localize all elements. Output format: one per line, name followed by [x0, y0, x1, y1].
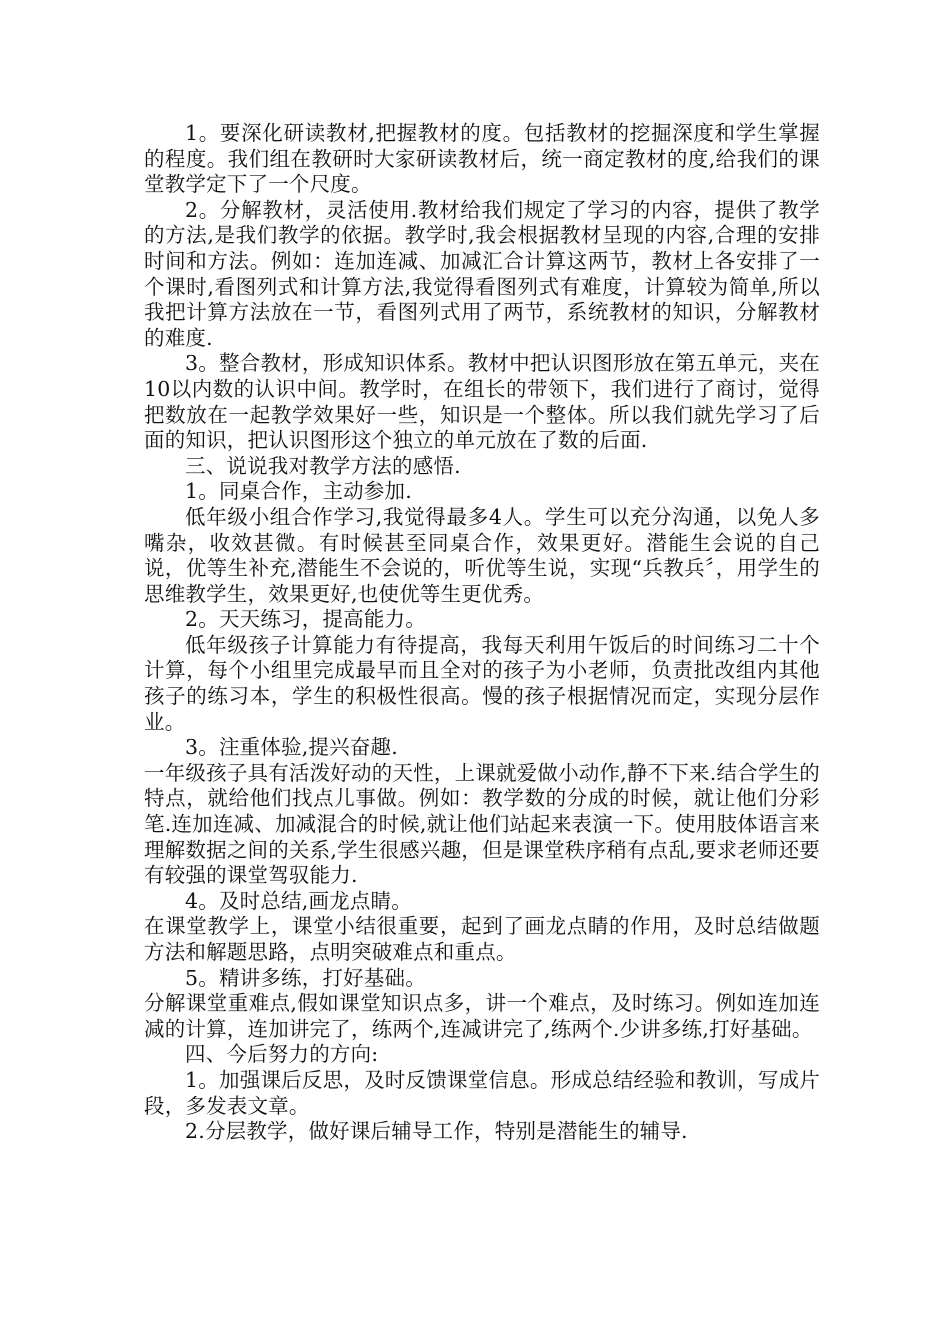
paragraph: 四、今后努力的方向:: [185, 1042, 379, 1067]
document-body: [144, 121, 820, 1145]
paragraph: 2。天天练习，提高能力。: [185, 607, 426, 632]
paragraph: 4。及时总结,画龙点睛。: [185, 888, 412, 913]
paragraph: 一年级孩子具有活泼好动的天性，上课就爱做小动作,静不下来.结合学生的特点，就给他们找点儿事做。例如：教学数的分成的时候，就让他们分彩笔.连加连减、加减混合的时候,就让他们站起来表演一下。使用肢体语言来理解数据之间的关系,学生很感兴趣，但是课堂秩序稍有点乱,要求老师还要有较强的课堂驾驭能力.: [144, 760, 820, 888]
paragraph: 5。精讲多练，打好基础。: [185, 965, 426, 990]
paragraph: 在课堂教学上，课堂小结很重要，起到了画龙点睛的作用，及时总结做题方法和解题思路，点明突破难点和重点。: [144, 914, 820, 964]
paragraph: 低年级孩子计算能力有待提高，我每天利用午饭后的时间练习二十个计算，每个小组里完成最早而且全对的孩子为小老师，负责批改组内其他孩子的练习本，学生的积极性很高。慢的孩子根据情况而定，实现分层作业。: [144, 632, 820, 734]
paragraph: 三、说说我对教学方法的感悟.: [185, 453, 461, 478]
paragraph: 2。分解教材，灵活使用.教材给我们规定了学习的内容，提供了教学的方法,是我们教学的依据。教学时,我会根据教材呈现的内容,合理的安排时间和方法。例如：连加连减、加减汇合计算这两节，教材上各安排了一个课时,看图列式和计算方法,我觉得看图列式有难度，计算较为简单,所以我把计算方法放在一节，看图列式用了两节，系统教材的知识，分解教材的难度.: [144, 197, 820, 350]
paragraph: 分解课堂重难点,假如课堂知识点多，讲一个难点，及时练习。例如连加连减的计算，连加讲完了，练两个,连减讲完了,练两个.少讲多练,打好基础。: [144, 991, 820, 1041]
paragraph: 3。整合教材，形成知识体系。教材中把认识图形放在第五单元，夹在10以内数的认识中间。教学时，在组长的带领下，我们进行了商讨，觉得把数放在一起教学效果好一些，知识是一个整体。所以我们就先学习了后面的知识，把认识图形这个独立的单元放在了数的后面.: [144, 351, 820, 453]
paragraph: 2.分层教学，做好课后辅导工作，特别是潜能生的辅导.: [185, 1119, 688, 1144]
paragraph: 低年级小组合作学习,我觉得最多4人。学生可以充分沟通，以免人多嘴杂，收效甚微。有时候甚至同桌合作，效果更好。潜能生会说的自己说，优等生补充,潜能生不会说的，听优等生说，实现“兵教兵〞，用学生的思维教学生，效果更好,也使优等生更优秀。: [144, 504, 820, 606]
paragraph: 1。要深化研读教材,把握教材的度。包括教材的挖掘深度和学生掌握的程度。我们组在教研时大家研读教材后，统一商定教材的度,给我们的课堂教学定下了一个尺度。: [144, 121, 820, 197]
paragraph: 3。注重体验,提兴奋趣.: [185, 735, 398, 760]
paragraph: 1。同桌合作，主动参加.: [185, 479, 412, 504]
paragraph: 1。加强课后反思，及时反馈课堂信息。形成总结经验和教训，写成片段，多发表文章。: [144, 1067, 820, 1118]
